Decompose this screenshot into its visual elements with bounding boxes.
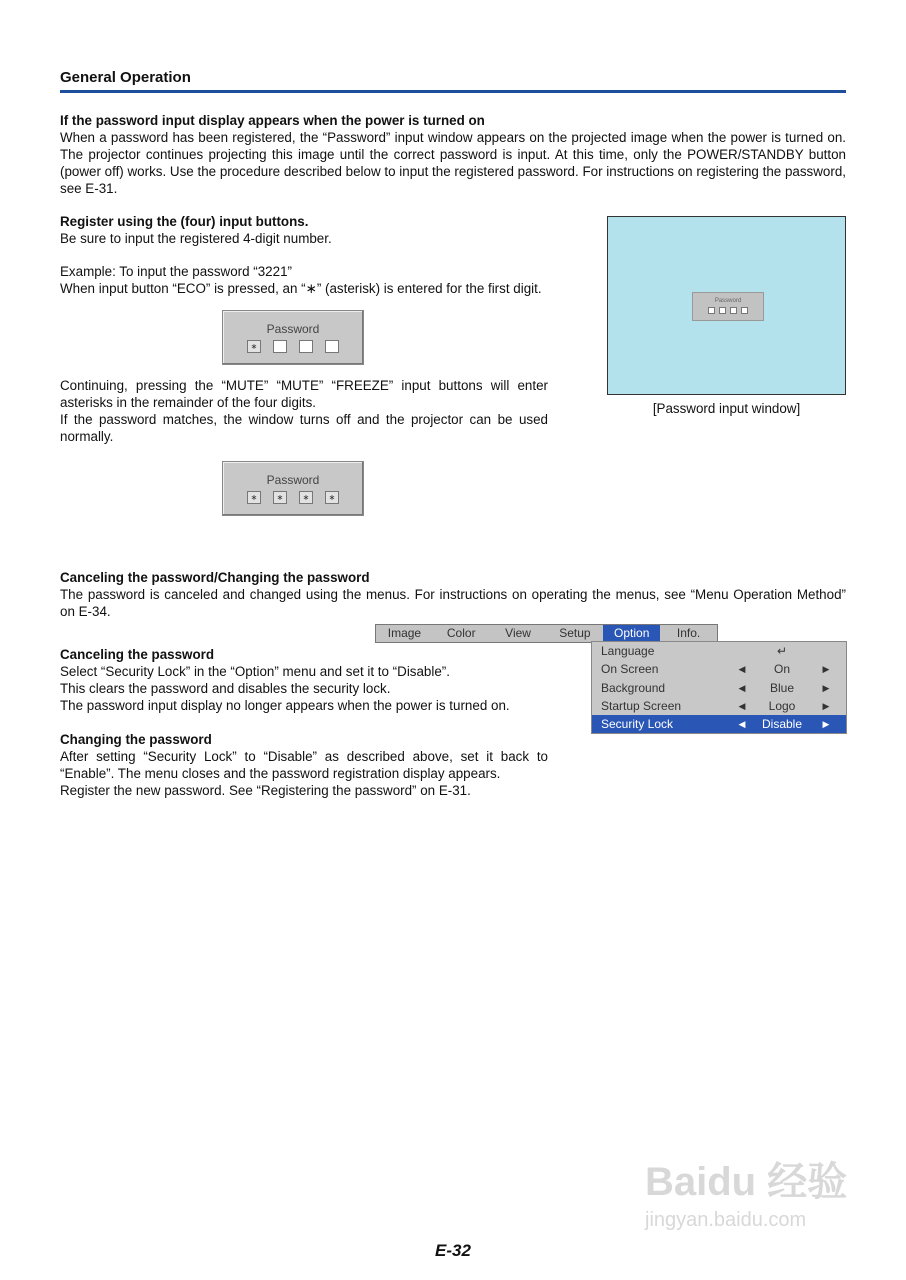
changing-line: After setting “Security Lock” to “Disable” as described above, set it back to “Enable”. The menu closes and the password registration display appears. <box>60 749 548 781</box>
menu-row-on-screen[interactable] <box>592 660 846 678</box>
changing-section <box>60 731 548 799</box>
arrow-left-icon[interactable]: ◀ <box>738 682 746 693</box>
tab-info[interactable]: Info. <box>676 626 701 640</box>
row-value: On <box>773 662 790 677</box>
changing-heading: Changing the password <box>60 732 212 747</box>
arrow-left-icon[interactable]: ◀ <box>738 700 746 711</box>
digit-box-empty <box>741 307 748 314</box>
canceling-heading: Canceling the password <box>60 647 215 662</box>
menu-row-language[interactable] <box>592 642 846 660</box>
arrow-left-icon[interactable]: ◀ <box>738 664 746 675</box>
canceling-section <box>60 646 560 714</box>
enter-icon: ↵ <box>776 644 788 658</box>
digit-box-filled: ∗ <box>273 491 287 504</box>
canceling-line: Select “Security Lock” in the “Option” menu and set it to “Disable”. <box>60 664 450 679</box>
section-title: General Operation <box>60 69 191 86</box>
changing-line: Register the new password. See “Registering the password” on E-31. <box>60 783 471 798</box>
digit-box-empty <box>273 340 287 353</box>
digit-box-empty <box>325 340 339 353</box>
digit-box-filled: ∗ <box>247 491 261 504</box>
cancel-change-body: The password is canceled and changed using the menus. For instructions on operating the menus, see “Menu Operation Method” on E-34. <box>60 587 846 619</box>
row-value: Logo <box>768 698 796 713</box>
digit-box-empty <box>299 340 313 353</box>
menu-row-background[interactable] <box>592 679 846 697</box>
dialog-title: Password <box>266 322 320 336</box>
register-heading: Register using the (four) input buttons. <box>60 214 309 229</box>
intro-heading: If the password input display appears when the power is turned on <box>60 113 485 128</box>
row-value: Blue <box>769 680 795 695</box>
arrow-right-icon[interactable]: ▶ <box>822 719 830 730</box>
digit-box-filled: ∗ <box>299 491 313 504</box>
title-rule <box>60 90 846 93</box>
arrow-right-icon[interactable]: ▶ <box>822 682 830 693</box>
figure-caption: [Password input window] <box>652 401 801 416</box>
cancel-change-section <box>60 569 846 620</box>
row-label: Language <box>601 644 655 658</box>
row-label: Security Lock <box>601 717 674 732</box>
tab-color[interactable]: Color <box>446 626 476 640</box>
page-number: E-32 <box>435 1241 471 1260</box>
row-label: On Screen <box>601 662 659 677</box>
tab-option[interactable]: Option <box>603 625 660 642</box>
example-text-2: When input button “ECO” is pressed, an “∗” (asterisk) is entered for the first digit. <box>60 281 542 296</box>
option-menu <box>591 641 847 734</box>
row-value: Disable <box>761 717 803 732</box>
password-dialog-one-digit <box>222 310 364 365</box>
watermark-logo: Baidu 经验 <box>645 1160 848 1204</box>
password-dialog-complete <box>222 461 364 516</box>
watermark-url: jingyan.baidu.com <box>645 1209 807 1231</box>
intro-section <box>60 112 846 197</box>
register-section <box>60 213 548 297</box>
digit-box-filled: ∗ <box>247 340 261 353</box>
tab-view[interactable]: View <box>505 626 531 640</box>
register-text: Be sure to input the registered 4-digit number. <box>60 231 332 246</box>
continue-section <box>60 377 548 445</box>
projected-screen-figure <box>607 216 846 395</box>
row-label: Background <box>601 680 666 695</box>
arrow-right-icon[interactable]: ▶ <box>822 664 830 675</box>
tab-image[interactable]: Image <box>387 626 422 640</box>
cancel-change-heading: Canceling the password/Changing the password <box>60 570 370 585</box>
arrow-right-icon[interactable]: ▶ <box>822 700 830 711</box>
canceling-line: The password input display no longer appears when the power is turned on. <box>60 698 510 713</box>
digit-box-filled: ∗ <box>325 491 339 504</box>
row-label: Startup Screen <box>601 698 682 713</box>
digit-box-empty <box>730 307 737 314</box>
arrow-left-icon[interactable]: ◀ <box>738 719 746 730</box>
menu-row-startup-screen[interactable] <box>592 697 846 715</box>
menu-row-security-lock[interactable] <box>592 715 846 733</box>
intro-body: When a password has been registered, the “Password” input window appears on the projected image when the power is turned on. The projector continues projecting this image until the correct password is input. At this time, only the POWER/STANDBY button (power off) works. Use the procedure described below to input the registered password. For instructions on registering the password, see E-31. <box>60 130 846 196</box>
match-text: If the password matches, the window turns off and the projector can be used normally. <box>60 412 548 444</box>
digit-box-empty <box>719 307 726 314</box>
digit-box-empty <box>708 307 715 314</box>
tab-setup[interactable]: Setup <box>559 626 591 640</box>
mini-password-dialog <box>692 292 764 321</box>
example-text: Example: To input the password “3221” <box>60 264 292 279</box>
canceling-line: This clears the password and disables the security lock. <box>60 681 391 696</box>
continue-text: Continuing, pressing the “MUTE” “MUTE” “FREEZE” input buttons will enter asterisks in the remainder of the four digits. <box>60 378 548 410</box>
dialog-title: Password <box>714 298 742 304</box>
dialog-title: Password <box>266 473 320 487</box>
